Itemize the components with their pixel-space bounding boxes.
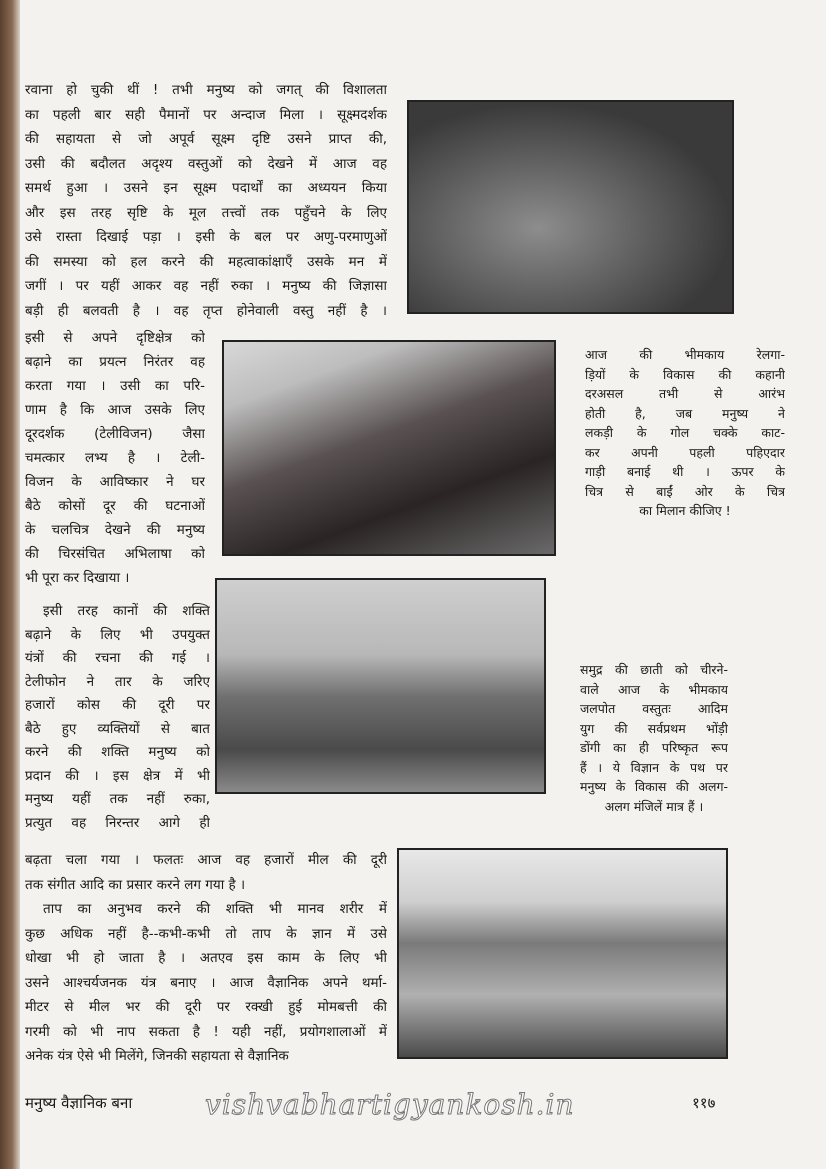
text-line: गरमी को भी नाप सकता है ! यही नहीं, प्रयोगशालाओं में <box>25 1023 387 1040</box>
text-line: उसे रास्ता दिखाई पड़ा । इसी के बल पर अणु-परमाणुओं <box>25 229 387 245</box>
text-line: णाम है कि आज उसके लिए <box>25 402 205 418</box>
text-line: चमत्कार लभ्य है । टेली- <box>25 450 205 466</box>
footer-book-title: मनुष्य वैज्ञानिक बना <box>25 1094 133 1112</box>
text-line: दूरदर्शक (टेलीविजन) जैसा <box>25 426 205 442</box>
page-number: ११७ <box>692 1094 716 1112</box>
text-line: का पहली बार सही पैमानों पर अन्दाज मिला । सूक्ष्मदर्शक <box>25 106 387 123</box>
text-line: का मिलान कीजिए ! <box>639 503 731 518</box>
text-line: समर्थ हुआ । उसने इन सूक्ष्म पदार्थों का अध्ययन किया <box>25 180 387 196</box>
text-line: समुद्र की छाती को चीरने- <box>580 662 728 677</box>
photo-steamship <box>397 848 728 1059</box>
paragraph-television <box>25 326 205 590</box>
text-line: जलपोत वस्तुतः आदिम <box>580 701 728 716</box>
text-line: इसी तरह कानों की शक्ति <box>43 603 210 619</box>
text-line: प्रत्युत वह निरन्तर आगे ही <box>25 814 210 831</box>
paragraph-thermometer <box>25 848 387 1069</box>
paragraph-top <box>25 78 387 323</box>
text-line: उसी की बदौलत अदृश्य वस्तुओं को देखने में आज वह <box>25 155 387 172</box>
text-line: अलग मंजिलें मात्र हैं । <box>604 798 704 814</box>
text-line: गाड़ी बनाई थी । ऊपर के <box>585 464 785 479</box>
text-line: बैठे कोसों दूर की घटनाओं <box>25 498 205 514</box>
text-line: हजारों कोस की दूरी पर <box>25 697 210 713</box>
text-line: बढ़ता चला गया । फलतः आज वह हजारों मील की दूरी <box>25 852 387 868</box>
text-line: उसने आश्चर्यजनक यंत्र बनाए । आज वैज्ञानिक अपने थर्मा- <box>25 974 387 991</box>
photo-wooden-wheel-cart <box>407 100 734 314</box>
text-line: की सहायता से जो अपूर्व सूक्ष्म दृष्टि उसने प्राप्त की, <box>25 131 387 147</box>
text-line: यंत्रों की रचना की गई । <box>25 650 210 666</box>
text-line: जगीं । पर यहीं आकर वह नहीं रुका । मनुष्य की जिज्ञासा <box>25 278 387 294</box>
text-line: लकड़ी के गोल चक्के काट- <box>585 425 785 440</box>
text-line: धोखा भी हो जाता है । अतएव इस काम के लिए भी <box>25 950 387 966</box>
text-line: टेलीफोन ने तार के जरिए <box>25 673 210 690</box>
text-line: भी पूरा कर दिखाया । <box>25 570 130 586</box>
text-line: ताप का अनुभव करने की शक्ति भी मानव शरीर में <box>43 901 387 917</box>
text-line: तक संगीत आदि का प्रसार करने लग गया है । <box>25 876 246 893</box>
text-line: की समस्या को हल करने की महत्वाकांक्षाएँ उसके मन में <box>25 253 387 270</box>
text-line: कर अपनी पहली पहिएदार <box>585 444 785 460</box>
text-line: के चलचित्र देखने की मनुष्य <box>25 522 205 538</box>
paragraph-telephone <box>25 600 210 835</box>
caption-ship <box>580 660 728 816</box>
caption-railway <box>585 345 785 521</box>
text-line: दरअसल तभी से आरंभ <box>585 386 785 401</box>
text-line: होती है, जब मनुष्य ने <box>585 405 785 421</box>
text-line: हैं । ये विज्ञान के पथ पर <box>580 759 728 775</box>
text-line: चित्र से बाईं ओर के चित्र <box>585 483 785 499</box>
text-line: रवाना हो चुकी थीं ! तभी मनुष्य को जगत् की विशालता <box>25 82 387 98</box>
text-line: प्रदान की । इस क्षेत्र में भी <box>25 767 210 784</box>
text-line: करने की शक्ति मनुष्य को <box>25 744 210 760</box>
watermark: vishvabhartigyankosh.in <box>205 1088 575 1121</box>
text-line: मीटर से मील भर की दूरी पर रक्खी हुई मोमबत्ती की <box>25 999 387 1015</box>
text-line: युग की सर्वप्रथम भोंड़ी <box>580 720 728 736</box>
text-line: डोंगी का ही परिष्कृत रूप <box>580 740 728 755</box>
text-line: विजन के आविष्कार ने घर <box>25 474 205 490</box>
text-line: बढ़ाने के लिए भी उपयुक्त <box>25 626 210 643</box>
text-line: की चिरसंचित अभिलाषा को <box>25 546 205 562</box>
text-line: अनेक यंत्र ऐसे भी मिलेंगे, जिनकी सहायता से वैज्ञानिक <box>25 1048 289 1064</box>
text-line: आज की भीमकाय रेलगा- <box>585 347 785 362</box>
text-line: बड़ी ही बलवती है । वह तृप्त होनेवाली वस्तु नहीं है । <box>25 302 387 319</box>
text-line: इसी से अपने दृष्टिक्षेत्र को <box>25 330 205 346</box>
photo-locomotive <box>222 340 556 556</box>
text-line: बढ़ाने का प्रयत्न निरंतर वह <box>25 354 205 370</box>
photo-dugout-canoe <box>215 578 546 794</box>
text-line: करता गया । उसी का परि- <box>25 378 205 394</box>
text-line: कुछ अधिक नहीं है--कभी-कभी तो ताप के ज्ञान में उसे <box>25 925 387 942</box>
text-line: वाले आज के भीमकाय <box>580 681 728 697</box>
book-binding-edge <box>0 0 20 1169</box>
text-line: और इस तरह सृष्टि के मूल तत्त्वों तक पहुँचने के लिए <box>25 204 387 221</box>
text-line: मनुष्य के विकास की अलग- <box>580 779 728 794</box>
text-line: मनुष्य यहीं तक नहीं रुका, <box>25 791 210 807</box>
text-line: ड़ियों के विकास की कहानी <box>585 366 785 382</box>
text-line: बैठे हुए व्यक्तियों से बात <box>25 720 210 737</box>
